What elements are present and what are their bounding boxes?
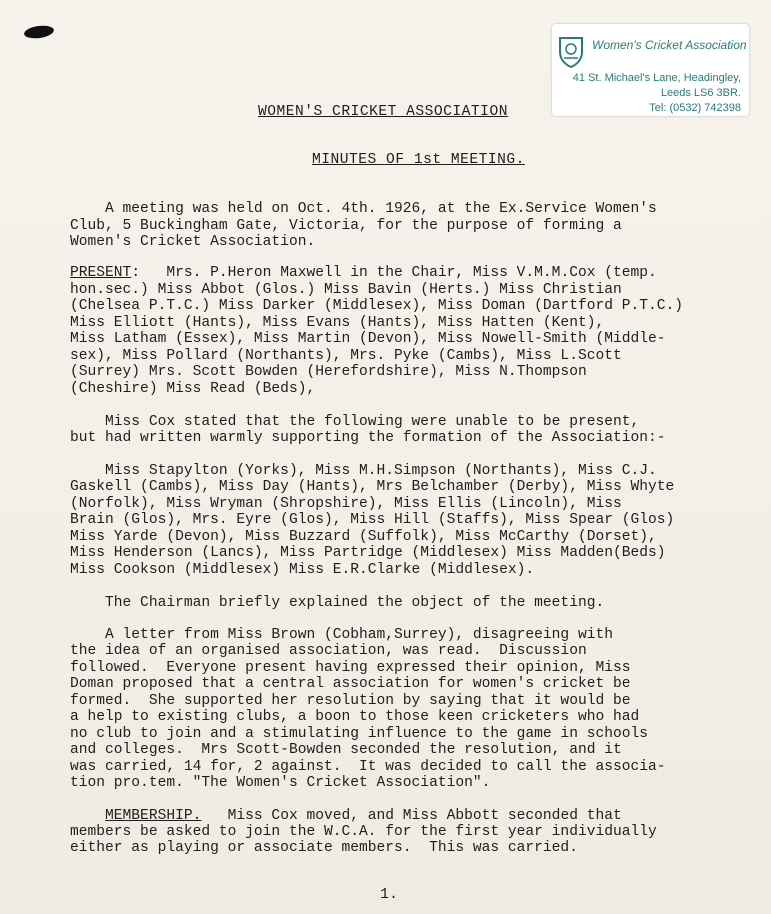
text-line: (Cheshire) Miss Read (Beds), bbox=[70, 381, 316, 397]
text-line: Miss Yarde (Devon), Miss Buzzard (Suffolk), Miss McCarthy (Dorset), bbox=[70, 529, 657, 545]
text-line: was carried, 14 for, 2 against. It was decided to call the associa- bbox=[70, 759, 666, 775]
text-line: Miss Stapylton (Yorks), Miss M.H.Simpson (Northants), Miss C.J. bbox=[70, 463, 657, 479]
text-line: Doman proposed that a central association for women's cricket be bbox=[70, 676, 631, 692]
text-line: Miss Cox stated that the following were unable to be present, bbox=[70, 414, 640, 430]
text-line: the idea of an organised association, was read. Discussion bbox=[70, 643, 587, 659]
membership-label: MEMBERSHIP. bbox=[105, 808, 202, 824]
stamp-telephone: Tel: (0532) 742398 bbox=[649, 102, 741, 114]
text-line: (Norfolk), Miss Wryman (Shropshire), Miss Ellis (Lincoln), Miss bbox=[70, 496, 622, 512]
text-line: and colleges. Mrs Scott-Bowden seconded the resolution, and it bbox=[70, 742, 622, 758]
text-line: Miss Latham (Essex), Miss Martin (Devon), Miss Nowell-Smith (Middle- bbox=[70, 331, 666, 347]
text-line: Miss Henderson (Lancs), Miss Partridge (Middlesex) Miss Madden(Beds) bbox=[70, 545, 666, 561]
text-line: The Chairman briefly explained the object of the meeting. bbox=[70, 595, 605, 611]
text-line: members be asked to join the W.C.A. for the first year individually bbox=[70, 824, 657, 840]
page-number: 1. bbox=[380, 886, 399, 903]
text-line: Gaskell (Cambs), Miss Day (Hants), Mrs Belchamber (Derby), Miss Whyte bbox=[70, 479, 675, 495]
stamp-org-name: Women's Cricket Association bbox=[592, 38, 747, 52]
stamp-address bbox=[573, 71, 741, 116]
text-line: sex), Miss Pollard (Northants), Mrs. Pyke (Cambs), Miss L.Scott bbox=[70, 348, 622, 364]
text-line: formed. She supported her resolution by saying that it would be bbox=[70, 693, 631, 709]
document-heading: WOMEN'S CRICKET ASSOCIATION bbox=[258, 104, 508, 120]
text-line: Club, 5 Buckingham Gate, Victoria, for the purpose of forming a bbox=[70, 218, 622, 234]
crest-icon bbox=[558, 36, 584, 68]
membership-first-line: MEMBERSHIP. Miss Cox moved, and Miss Abbott seconded that bbox=[105, 808, 622, 824]
text-line: Miss Elliott (Hants), Miss Evans (Hants), Miss Hatten (Kent), bbox=[70, 315, 605, 331]
wca-address-stamp bbox=[552, 24, 749, 116]
text-line: a help to existing clubs, a boon to those keen cricketers who had bbox=[70, 709, 640, 725]
stamp-address-line-1: 41 St. Michael's Lane, Headingley, bbox=[572, 72, 741, 84]
text-line: followed. Everyone present having expressed their opinion, Miss bbox=[70, 660, 631, 676]
text-line: no club to join and a stimulating influence to the game in schools bbox=[70, 726, 649, 742]
text-line: either as playing or associate members. This was carried. bbox=[70, 840, 578, 856]
text-line: Miss Cookson (Middlesex) Miss E.R.Clarke (Middlesex). bbox=[70, 562, 535, 578]
text-line: Women's Cricket Association. bbox=[70, 234, 316, 250]
stamp-address-line-2: Leeds LS6 3BR. bbox=[660, 87, 741, 99]
text-line: Brain (Glos), Mrs. Eyre (Glos), Miss Hill (Staffs), Miss Spear (Glos) bbox=[70, 512, 675, 528]
document-subheading: MINUTES OF 1st MEETING. bbox=[312, 152, 525, 168]
text-line: hon.sec.) Miss Abbot (Glos.) Miss Bavin (Herts.) Miss Christian bbox=[70, 282, 622, 298]
punch-hole-mark bbox=[23, 24, 54, 40]
present-first-line: PRESENT: Mrs. P.Heron Maxwell in the Chair, Miss V.M.M.Cox (temp. bbox=[70, 265, 657, 281]
text-line: but had written warmly supporting the formation of the Association:- bbox=[70, 430, 666, 446]
text-line: (Chelsea P.T.C.) Miss Darker (Middlesex), Miss Doman (Dartford P.T.C.) bbox=[70, 298, 684, 314]
text-line: A letter from Miss Brown (Cobham,Surrey), disagreeing with bbox=[70, 627, 613, 643]
present-label: PRESENT bbox=[70, 265, 132, 281]
text-line: (Surrey) Mrs. Scott Bowden (Herefordshire), Miss N.Thompson bbox=[70, 364, 587, 380]
text-line: A meeting was held on Oct. 4th. 1926, at the Ex.Service Women's bbox=[70, 201, 657, 217]
text-line: tion pro.tem. "The Women's Cricket Association". bbox=[70, 775, 491, 791]
